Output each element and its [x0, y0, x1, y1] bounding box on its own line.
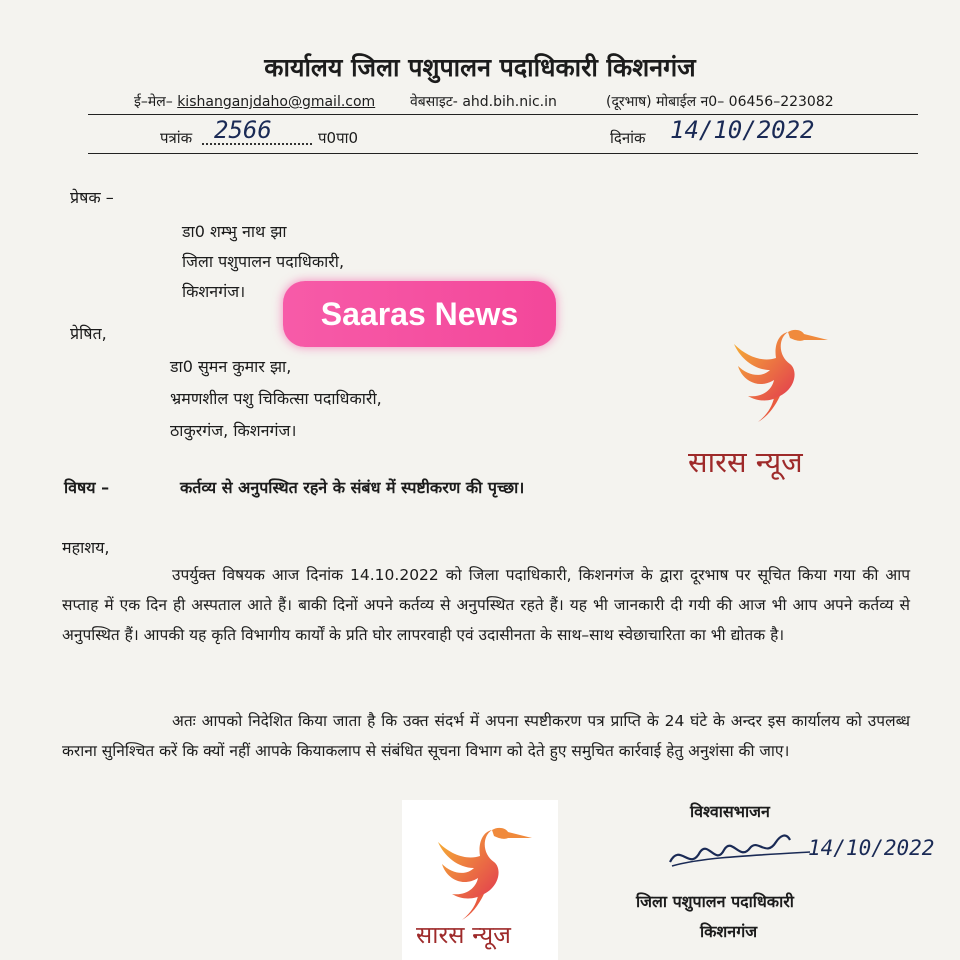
recipient-place: ठाकुरगंज, किशनगंज। [170, 421, 297, 440]
sender-designation: जिला पशुपालन पदाधिकारी, [182, 252, 345, 271]
date-label: दिनांक [610, 129, 646, 147]
paragraph-1-text: उपर्युक्त विषयक आज दिनांक 14.10.2022 को जिला पदाधिकारी, किशनगंज के द्वारा दूरभाष पर सूचित किया गया की आप सप्ताह में एक दिन ही अस्पताल आते हैं। बाकी दिनों अपने कर्तव्य से अनुपस्थित रहते हैं। यह भी जानकारी दी गयी की आज भी आप अपने कर्तव्य से अनुपस्थित हैं। आपकी यह कृति विभागीय कार्यों के प्रति घोर लापरवाही एवं उदासीनता के साथ–साथ स्वेछाचारिता का भी द्योतक है। [62, 566, 910, 644]
patrank-label: पत्रांक [160, 129, 193, 147]
email-label: ई–मेल– [134, 94, 173, 110]
subject-label: विषय – [64, 478, 110, 497]
phone-number: 06456–223082 [728, 94, 834, 110]
signature-date: 14/10/2022 [808, 836, 935, 860]
recipient-designation: भ्रमणशील पशु चिकित्सा पदाधिकारी, [170, 389, 382, 408]
email-line [134, 92, 375, 111]
valediction: विश्वासभाजन [690, 802, 770, 821]
date-value: 14/10/2022 [670, 116, 815, 144]
saaras-card-text: सारस न्यूज [416, 921, 511, 949]
office-title: कार्यालय जिला पशुपालन पदाधिकारी किशनगंज [264, 53, 696, 82]
saaras-logo-card [402, 800, 558, 960]
subject-text: कर्तव्य से अनुपस्थित रहने के संबंध में स्पष्टीकरण की पृच्छा। [180, 478, 525, 497]
closing-place: किशनगंज [700, 922, 758, 941]
header-rule-bottom [88, 153, 918, 154]
body-paragraph-1 [62, 560, 910, 650]
recipient-label: प्रेषित, [70, 324, 107, 343]
closing-designation: जिला पशुपालन पदाधिकारी [636, 892, 794, 911]
phone-label: (दूरभाष) मोबाईल न0– [606, 94, 725, 110]
website-line [410, 92, 557, 111]
recipient-name: डा0 सुमन कुमार झा, [170, 357, 292, 376]
saaras-bird-logo-icon [422, 816, 542, 926]
phone-line [606, 92, 834, 111]
body-paragraph-2 [62, 706, 910, 766]
email-address: kishanganjdaho@gmail.com [177, 94, 376, 110]
saaras-news-badge: Saaras News [283, 281, 556, 347]
sender-label: प्रेषक – [70, 188, 114, 207]
paragraph-2-text: अतः आपको निदेशित किया जाता है कि उक्त संदर्भ में अपना स्पष्टीकरण पत्र प्राप्ति के 24 घंटे के अन्दर इस कार्यालय को उपलब्ध कराना सुनिश्चित करें कि क्यों नहीं आपके कियाकलाप से संबंधित सूचना विभाग को देते हुए समुचित कार्रवाई हेतु अनुशंसा की जाए। [62, 712, 910, 760]
sender-name: डा0 शम्भु नाथ झा [182, 222, 287, 241]
patrank-dots [202, 143, 312, 145]
website-address: ahd.bih.nic.in [462, 94, 557, 110]
website-label: वेबसाइट- [410, 94, 458, 110]
patrank-number: 2566 [214, 116, 272, 144]
header-rule-top [88, 114, 918, 115]
saaras-bird-logo-icon [718, 318, 838, 428]
signature-scribble-icon [660, 822, 830, 882]
patrank-suffix: प0पा0 [318, 129, 359, 147]
sender-place: किशनगंज। [182, 282, 246, 301]
salutation: महाशय, [62, 538, 110, 557]
saaras-logo-text: सारस न्यूज [688, 445, 803, 479]
